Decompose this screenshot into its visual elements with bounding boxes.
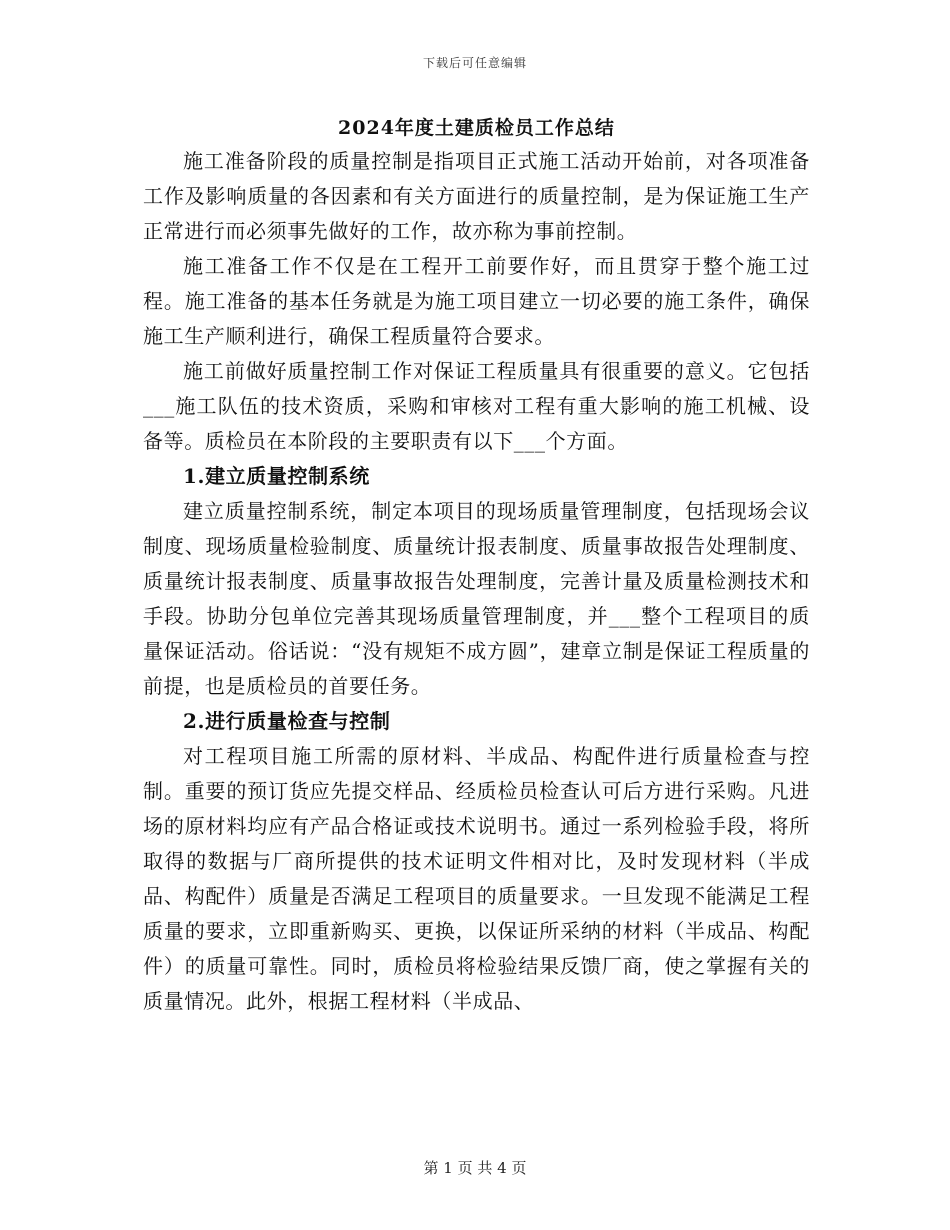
paragraph-4: 建立质量控制系统，制定本项目的现场质量管理制度，包括现场会议制度、现场质量检验制度、质量统计报表制度、质量事故报告处理制度、质量统计报表制度、质量事故报告处理制度，完善计量及质量检测技术和手段。协助分包单位完善其现场质量管理制度，并___整个工程项目的质量保证活动。俗话说：“没有规矩不成方圆”，建章立制是保证工程质量的前提，也是质检员的首要任务。 <box>143 499 810 698</box>
document-body <box>143 112 810 1019</box>
paragraph-5: 对工程项目施工所需的原材料、半成品、构配件进行质量检查与控制。重要的预订货应先提交样品、经质检员检查认可后方进行采购。凡进场的原材料均应有产品合格证或技术说明书。通过一系列检验手段，将所取得的数据与厂商所提供的技术证明文件相对比，及时发现材料（半成品、构配件）质量是否满足工程项目的质量要求。一旦发现不能满足工程质量的要求，立即重新购买、更换，以保证所采纳的材料（半成品、构配件）的质量可靠性。同时，质检员将检验结果反馈厂商，使之掌握有关的质量情况。此外，根据工程材料（半成品、 <box>143 744 810 1013</box>
document-title: 2024年度土建质检员工作总结 <box>338 117 615 139</box>
section-heading-1: 1.建立质量控制系统 <box>183 464 370 488</box>
section-heading-2: 2.进行质量检查与控制 <box>183 709 391 733</box>
paragraph-2: 施工准备工作不仅是在工程开工前要作好，而且贯穿于整个施工过程。施工准备的基本任务就是为施工项目建立一切必要的施工条件，确保施工生产顺利进行，确保工程质量符合要求。 <box>143 254 810 348</box>
page-number-footer: 第 1 页 共 4 页 <box>423 1159 527 1177</box>
paragraph-1: 施工准备阶段的质量控制是指项目正式施工活动开始前，对各项准备工作及影响质量的各因素和有关方面进行的质量控制，是为保证施工生产正常进行而必须事先做好的工作，故亦称为事前控制。 <box>143 149 810 243</box>
page-header-note: 下载后可任意编辑 <box>422 56 527 70</box>
paragraph-3: 施工前做好质量控制工作对保证工程质量具有很重要的意义。它包括___施工队伍的技术资质，采购和审核对工程有重大影响的施工机械、设备等。质检员在本阶段的主要职责有以下___个方面。 <box>143 359 810 453</box>
